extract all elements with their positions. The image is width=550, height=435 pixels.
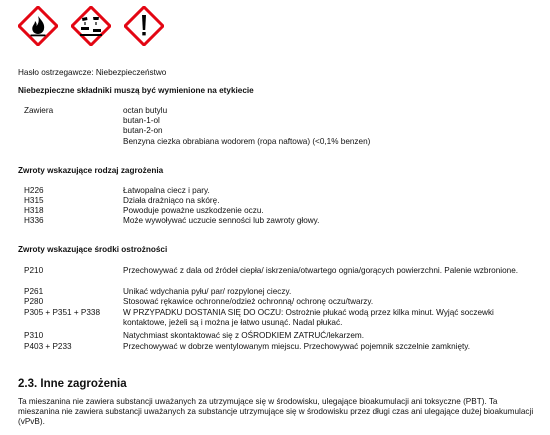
hazard-text: Może wywoływać uczucie senności lub zawroty głowy.	[123, 216, 320, 225]
hazard-text: Łatwopalna ciecz i pary.	[123, 186, 210, 195]
component-item: Benzyna ciezka obrabiana wodorem (ropa naftowa) (<0,1% benzen)	[123, 136, 371, 146]
precaution-text: Unikać wdychania pyłu/ par/ rozpylonej cieczy.	[123, 287, 292, 296]
signal-word: Hasło ostrzegawcze: Niebezpieczeństwo	[18, 68, 167, 77]
component-item: octan butylu	[123, 106, 168, 115]
contains-label: Zawiera	[24, 106, 54, 115]
hazard-statements-title: Zwroty wskazujące rodzaj zagrożenia	[18, 166, 164, 175]
precautionary-statements-title: Zwroty wskazujące środki ostrożności	[18, 245, 168, 254]
ghs-pictograms	[18, 6, 164, 44]
hazard-code: H336	[24, 216, 44, 225]
corrosion-pictogram-icon	[71, 6, 111, 46]
precaution-text: Przechowywać w dobrze wentylowanym miejscu. Przechowywać pojemnik szczelnie zamknięty.	[123, 342, 471, 351]
precaution-code: P310	[24, 331, 44, 340]
hazard-code: H318	[24, 206, 44, 215]
flame-pictogram-icon	[18, 6, 58, 46]
precaution-text: Natychmiast skontaktować się z OŚRODKIEM ZATRUĆ/lekarzem.	[123, 331, 364, 340]
hazard-text: Powoduje poważne uszkodzenie oczu.	[123, 206, 264, 215]
precaution-code: P403 + P233	[24, 342, 72, 351]
precaution-code: P305 + P351 + P338	[24, 308, 101, 317]
precaution-code: P280	[24, 297, 44, 306]
exclamation-pictogram-icon	[124, 6, 164, 46]
hazard-code: H226	[24, 186, 44, 195]
other-hazards-paragraph: Ta mieszanina nie zawiera substancji uważanych za utrzymujące się w środowisku, ulegające bioakumulacji ani toksyczne (PBT). Ta mieszanina nie zawiera substancji uważanych za substancje utrzymujące się w środowisku przez długi czas ani ulegające dużej bioakumulacji (vPvB).	[18, 397, 534, 427]
precaution-code: P261	[24, 287, 44, 296]
hazard-text: Działa drażniąco na skórę.	[123, 196, 220, 205]
components-list	[123, 106, 370, 147]
precaution-code: P210	[24, 266, 44, 275]
precaution-text: Przechowywać z dala od źródeł ciepła/ iskrzenia/otwartego ognia/gorących powierzchni. Palenie wzbronione.	[123, 266, 519, 275]
component-item: butan-2-on	[123, 126, 163, 136]
section-heading-other-hazards: 2.3. Inne zagrożenia	[18, 378, 127, 390]
hazard-code: H315	[24, 196, 44, 205]
component-item: butan-1-ol	[123, 116, 160, 126]
precaution-text: W PRZYPADKU DOSTANIA SIĘ DO OCZU: Ostrożnie płukać wodą przez kilka minut. Wyjąć soczewki kontaktowe, jeżeli są i można je łatwo usunąć. Nadal płukać.	[123, 308, 494, 328]
components-title: Niebezpieczne składniki muszą być wymienione na etykiecie	[18, 86, 254, 95]
precaution-text: Stosować rękawice ochronne/odzież ochronną/ ochronę oczu/twarzy.	[123, 297, 374, 306]
